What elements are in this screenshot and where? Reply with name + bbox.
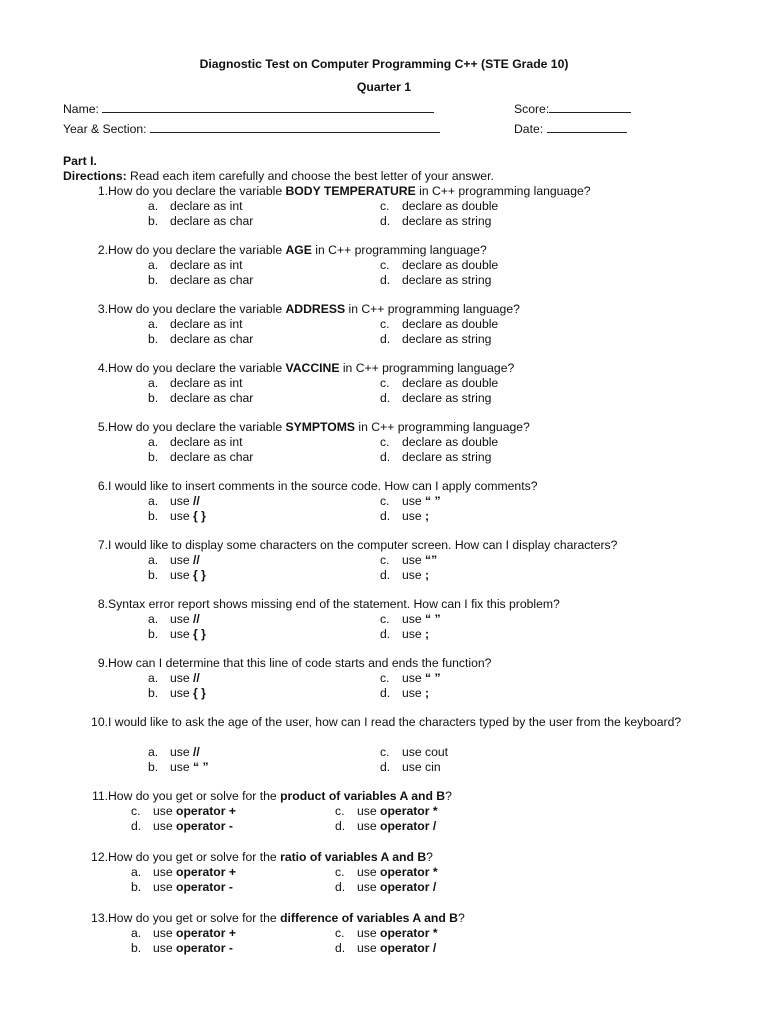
quarter-label: Quarter 1 bbox=[356, 80, 412, 94]
question-text-plain: I would like to ask the age of the user, how can I read the characters typed by the user from the keyboard? bbox=[108, 715, 682, 729]
question-number: 9. bbox=[97, 656, 108, 670]
option-text: use // bbox=[170, 671, 200, 685]
question-text-end: in C++ programming language? bbox=[311, 243, 487, 257]
answer-option[interactable] bbox=[380, 199, 498, 213]
option-symbol: “” bbox=[425, 553, 438, 567]
question-text bbox=[108, 538, 617, 552]
option-letter: b. bbox=[148, 332, 159, 346]
answer-option[interactable] bbox=[380, 435, 498, 449]
name-label: Name: bbox=[63, 102, 99, 116]
option-text: declare as char bbox=[170, 391, 254, 405]
option-text: use “ ” bbox=[402, 494, 441, 508]
question-text-end: in C++ programming language? bbox=[415, 184, 591, 198]
score-blank[interactable] bbox=[549, 101, 631, 113]
answer-option[interactable] bbox=[380, 686, 429, 700]
question-text bbox=[108, 361, 514, 375]
option-text: use { } bbox=[170, 568, 206, 582]
option-letter: b. bbox=[148, 450, 159, 464]
answer-option[interactable] bbox=[380, 317, 498, 331]
option-letter: a. bbox=[148, 553, 159, 567]
option-symbol: // bbox=[193, 612, 200, 626]
option-text: use cout bbox=[402, 745, 449, 759]
option-text: use operator / bbox=[357, 819, 437, 833]
option-text: use “ ” bbox=[170, 760, 209, 774]
answer-option[interactable] bbox=[380, 273, 491, 287]
question-text bbox=[108, 656, 491, 670]
option-text: use operator / bbox=[357, 880, 437, 894]
option-letter: c. bbox=[335, 926, 345, 940]
question-number: 8. bbox=[97, 597, 108, 611]
answer-option[interactable] bbox=[380, 612, 441, 626]
option-letter: c. bbox=[380, 199, 390, 213]
option-text: use “ ” bbox=[402, 671, 441, 685]
question-text-bold: BODY TEMPERATURE bbox=[285, 184, 416, 198]
option-letter: a. bbox=[148, 435, 159, 449]
answer-option[interactable] bbox=[335, 941, 436, 955]
question-text-plain: How do you get or solve for the bbox=[108, 850, 281, 864]
answer-option[interactable] bbox=[131, 819, 233, 833]
option-symbol: // bbox=[193, 553, 200, 567]
option-letter: c. bbox=[380, 671, 390, 685]
option-letter: b. bbox=[148, 509, 159, 523]
answer-option[interactable] bbox=[131, 880, 233, 894]
option-symbol: ; bbox=[425, 568, 430, 582]
question-number: 5. bbox=[97, 420, 108, 434]
question-text-plain: I would like to display some characters on the computer screen. How can I display characters? bbox=[108, 538, 618, 552]
option-text: use operator + bbox=[153, 865, 236, 879]
answer-option[interactable] bbox=[380, 214, 491, 228]
answer-option[interactable] bbox=[131, 926, 236, 940]
option-text: use // bbox=[170, 553, 200, 567]
option-text: use // bbox=[170, 494, 200, 508]
option-letter: d. bbox=[335, 880, 346, 894]
option-symbol: // bbox=[193, 745, 200, 759]
option-letter: b. bbox=[148, 760, 159, 774]
question-text-plain: Syntax error report shows missing end of the statement. How can I fix this problem? bbox=[108, 597, 560, 611]
answer-option[interactable] bbox=[148, 509, 206, 523]
question-text-bold: SYMPTOMS bbox=[285, 420, 356, 434]
question-text bbox=[108, 184, 591, 198]
option-text: declare as int bbox=[170, 199, 243, 213]
option-text: use ; bbox=[402, 627, 430, 641]
option-symbol: “ ” bbox=[425, 671, 441, 685]
option-letter: d. bbox=[380, 760, 391, 774]
answer-option[interactable] bbox=[380, 671, 441, 685]
answer-option[interactable] bbox=[380, 553, 437, 567]
answer-option[interactable] bbox=[335, 880, 436, 894]
question-text bbox=[108, 243, 487, 257]
question-text bbox=[108, 479, 537, 493]
option-letter: b. bbox=[131, 941, 142, 955]
question-text-bold: ratio of variables A and B bbox=[280, 850, 427, 864]
option-text: declare as int bbox=[170, 376, 243, 390]
answer-option[interactable] bbox=[148, 391, 253, 405]
question-number: 7. bbox=[97, 538, 108, 552]
answer-option[interactable] bbox=[148, 450, 253, 464]
option-text: declare as int bbox=[170, 258, 243, 272]
option-text: use “” bbox=[402, 553, 438, 567]
option-text: use operator + bbox=[153, 926, 236, 940]
question-number: 12. bbox=[91, 850, 108, 864]
option-text: declare as double bbox=[402, 317, 499, 331]
answer-option[interactable] bbox=[335, 819, 436, 833]
answer-option[interactable] bbox=[380, 258, 498, 272]
option-text: use operator - bbox=[153, 941, 233, 955]
date-label: Date: bbox=[514, 122, 544, 136]
option-symbol: operator + bbox=[176, 804, 236, 818]
question-text-plain: How can I determine that this line of code starts and ends the function? bbox=[108, 656, 492, 670]
option-text: use “ ” bbox=[402, 612, 441, 626]
option-letter: d. bbox=[380, 568, 391, 582]
option-letter: c. bbox=[380, 553, 390, 567]
option-symbol: operator / bbox=[380, 819, 437, 833]
question-number: 2. bbox=[97, 243, 108, 257]
option-letter: b. bbox=[131, 880, 142, 894]
option-text: declare as string bbox=[402, 450, 492, 464]
year-section-label: Year & Section: bbox=[63, 122, 147, 136]
option-symbol: “ ” bbox=[425, 612, 441, 626]
option-letter: b. bbox=[148, 273, 159, 287]
option-text: use operator * bbox=[357, 804, 438, 818]
question-text-bold: ADDRESS bbox=[285, 302, 346, 316]
option-symbol: ; bbox=[425, 509, 430, 523]
option-text: use ; bbox=[402, 686, 430, 700]
option-letter: a. bbox=[148, 376, 159, 390]
answer-option[interactable] bbox=[131, 804, 236, 818]
option-letter: d. bbox=[380, 391, 391, 405]
option-text: declare as char bbox=[170, 332, 254, 346]
question-text-plain: How do you declare the variable bbox=[108, 184, 286, 198]
question-number: 1. bbox=[97, 184, 108, 198]
answer-option[interactable] bbox=[148, 435, 243, 449]
document-title: Diagnostic Test on Computer Programming C++ (STE Grade 10) bbox=[199, 57, 569, 71]
answer-option[interactable] bbox=[148, 760, 209, 774]
question-text-bold: AGE bbox=[285, 243, 312, 257]
option-letter: a. bbox=[148, 317, 159, 331]
option-symbol: { } bbox=[193, 686, 206, 700]
year-section-blank[interactable] bbox=[150, 121, 440, 133]
option-letter: c. bbox=[335, 804, 345, 818]
option-symbol: ; bbox=[425, 686, 430, 700]
answer-option[interactable] bbox=[380, 494, 441, 508]
question-text-plain: How do you declare the variable bbox=[108, 243, 286, 257]
directions-label: Directions: bbox=[63, 169, 127, 183]
option-text: use operator * bbox=[357, 865, 438, 879]
option-text: use ; bbox=[402, 509, 430, 523]
option-letter: a. bbox=[131, 926, 142, 940]
option-letter: c. bbox=[380, 435, 390, 449]
question-number: 13. bbox=[91, 911, 108, 925]
option-text: use operator - bbox=[153, 819, 233, 833]
option-letter: c. bbox=[380, 612, 390, 626]
question-text-plain: How do you declare the variable bbox=[108, 302, 286, 316]
option-letter: a. bbox=[148, 671, 159, 685]
score-field[interactable] bbox=[514, 101, 631, 116]
option-text: use { } bbox=[170, 686, 206, 700]
question-text-plain: How do you declare the variable bbox=[108, 420, 286, 434]
option-symbol: { } bbox=[193, 568, 206, 582]
question-text-plain: How do you declare the variable bbox=[108, 361, 286, 375]
option-symbol: // bbox=[193, 494, 200, 508]
answer-option[interactable] bbox=[148, 671, 200, 685]
answer-option[interactable] bbox=[148, 376, 243, 390]
option-letter: b. bbox=[148, 214, 159, 228]
option-text: use operator + bbox=[153, 804, 236, 818]
option-symbol: “ ” bbox=[425, 494, 441, 508]
option-symbol: ; bbox=[425, 627, 430, 641]
question-text bbox=[108, 420, 530, 434]
option-text: declare as char bbox=[170, 214, 254, 228]
option-symbol: operator - bbox=[176, 819, 233, 833]
answer-option[interactable] bbox=[148, 745, 200, 759]
answer-option[interactable] bbox=[148, 214, 253, 228]
name-blank[interactable] bbox=[102, 101, 434, 113]
question-number: 4. bbox=[97, 361, 108, 375]
question-number: 6. bbox=[97, 479, 108, 493]
option-symbol: operator / bbox=[380, 880, 437, 894]
question-text-bold: product of variables A and B bbox=[280, 789, 446, 803]
directions bbox=[63, 169, 494, 183]
answer-option[interactable] bbox=[380, 627, 429, 641]
answer-option[interactable] bbox=[148, 494, 200, 508]
answer-option[interactable] bbox=[148, 317, 243, 331]
option-text: declare as double bbox=[402, 376, 499, 390]
option-letter: a. bbox=[131, 865, 142, 879]
answer-option[interactable] bbox=[380, 745, 448, 759]
option-symbol: “ ” bbox=[193, 760, 209, 774]
option-text: declare as double bbox=[402, 435, 499, 449]
answer-option[interactable] bbox=[131, 941, 233, 955]
answer-option[interactable] bbox=[148, 332, 253, 346]
option-text: use { } bbox=[170, 627, 206, 641]
option-letter: a. bbox=[148, 258, 159, 272]
option-text: use // bbox=[170, 612, 200, 626]
question-text bbox=[108, 789, 452, 803]
option-text: use ; bbox=[402, 568, 430, 582]
question-text-bold: difference of variables A and B bbox=[280, 911, 458, 925]
option-symbol: operator * bbox=[380, 926, 438, 940]
option-text: use operator / bbox=[357, 941, 437, 955]
option-letter: c. bbox=[380, 317, 390, 331]
option-text: declare as double bbox=[402, 258, 499, 272]
question-text-end: ? bbox=[445, 789, 452, 803]
date-field[interactable] bbox=[514, 121, 627, 136]
answer-option[interactable] bbox=[148, 568, 206, 582]
answer-option[interactable] bbox=[380, 391, 491, 405]
answer-option[interactable] bbox=[148, 612, 200, 626]
question-text-end: in C++ programming language? bbox=[345, 302, 520, 316]
option-letter: c. bbox=[131, 804, 141, 818]
option-letter: c. bbox=[380, 376, 390, 390]
option-text: declare as string bbox=[402, 391, 492, 405]
answer-option[interactable] bbox=[148, 199, 243, 213]
option-text: declare as double bbox=[402, 199, 499, 213]
option-symbol: operator - bbox=[176, 880, 233, 894]
answer-option[interactable] bbox=[148, 686, 206, 700]
year-section-field[interactable] bbox=[63, 121, 440, 136]
question-text bbox=[108, 597, 560, 611]
option-text: declare as char bbox=[170, 450, 254, 464]
question-number: 3. bbox=[97, 302, 108, 316]
option-letter: a. bbox=[148, 494, 159, 508]
answer-option[interactable] bbox=[380, 450, 491, 464]
option-letter: b. bbox=[148, 391, 159, 405]
option-text: declare as char bbox=[170, 273, 254, 287]
option-symbol: // bbox=[193, 671, 200, 685]
option-symbol: { } bbox=[193, 627, 206, 641]
option-letter: d. bbox=[380, 273, 391, 287]
option-letter: a. bbox=[148, 199, 159, 213]
option-symbol: operator * bbox=[380, 804, 438, 818]
answer-option[interactable] bbox=[131, 865, 236, 879]
question-text bbox=[108, 850, 433, 864]
option-symbol: { } bbox=[193, 509, 206, 523]
option-letter: d. bbox=[380, 686, 391, 700]
answer-option[interactable] bbox=[148, 258, 243, 272]
option-letter: d. bbox=[380, 214, 391, 228]
option-letter: b. bbox=[148, 627, 159, 641]
option-letter: c. bbox=[380, 494, 390, 508]
question-text-end: ? bbox=[426, 850, 433, 864]
question-text bbox=[108, 302, 520, 316]
option-letter: c. bbox=[335, 865, 345, 879]
option-text: use cin bbox=[402, 760, 441, 774]
answer-option[interactable] bbox=[380, 568, 429, 582]
option-letter: d. bbox=[380, 627, 391, 641]
option-letter: b. bbox=[148, 568, 159, 582]
option-letter: a. bbox=[148, 745, 159, 759]
option-letter: d. bbox=[335, 941, 346, 955]
option-text: declare as int bbox=[170, 317, 243, 331]
answer-option[interactable] bbox=[380, 509, 429, 523]
question-text bbox=[108, 911, 465, 925]
question-text-plain: How do you get or solve for the bbox=[108, 911, 281, 925]
question-text-end: in C++ programming language? bbox=[355, 420, 530, 434]
option-text: use operator * bbox=[357, 926, 438, 940]
option-symbol: operator + bbox=[176, 926, 236, 940]
answer-option[interactable] bbox=[380, 332, 491, 346]
question-text-bold: VACCINE bbox=[285, 361, 340, 375]
option-symbol: operator / bbox=[380, 941, 437, 955]
question-text-plain: I would like to insert comments in the source code. How can I apply comments? bbox=[108, 479, 538, 493]
option-letter: d. bbox=[335, 819, 346, 833]
option-text: use { } bbox=[170, 509, 206, 523]
option-text: declare as string bbox=[402, 214, 492, 228]
answer-option[interactable] bbox=[335, 865, 438, 879]
answer-option[interactable] bbox=[335, 804, 438, 818]
option-letter: d. bbox=[380, 509, 391, 523]
option-letter: d. bbox=[380, 450, 391, 464]
answer-option[interactable] bbox=[148, 273, 253, 287]
option-letter: b. bbox=[148, 686, 159, 700]
option-symbol: operator - bbox=[176, 941, 233, 955]
option-letter: c. bbox=[380, 258, 390, 272]
answer-option[interactable] bbox=[380, 376, 498, 390]
score-label: Score: bbox=[514, 102, 550, 116]
question-number: 11. bbox=[91, 789, 108, 803]
option-letter: a. bbox=[148, 612, 159, 626]
question-text-plain: How do you get or solve for the bbox=[108, 789, 281, 803]
option-text: declare as int bbox=[170, 435, 243, 449]
option-text: declare as string bbox=[402, 332, 492, 346]
name-field[interactable] bbox=[63, 101, 434, 116]
option-letter: d. bbox=[131, 819, 142, 833]
answer-option[interactable] bbox=[335, 926, 438, 940]
option-letter: c. bbox=[380, 745, 390, 759]
option-letter: d. bbox=[380, 332, 391, 346]
option-symbol: operator * bbox=[380, 865, 438, 879]
option-symbol: operator + bbox=[176, 865, 236, 879]
answer-option[interactable] bbox=[148, 553, 200, 567]
part-label: Part I. bbox=[63, 154, 97, 168]
directions-text: Read each item carefully and choose the best letter of your answer. bbox=[126, 169, 494, 183]
question-number: 10. bbox=[91, 715, 108, 729]
option-text: use operator - bbox=[153, 880, 233, 894]
option-text: declare as string bbox=[402, 273, 492, 287]
answer-option[interactable] bbox=[148, 627, 206, 641]
question-text-end: ? bbox=[457, 911, 465, 925]
question-text bbox=[108, 715, 704, 730]
question-text-end: in C++ programming language? bbox=[339, 361, 515, 375]
date-blank[interactable] bbox=[547, 121, 627, 133]
answer-option[interactable] bbox=[380, 760, 441, 774]
option-text: use // bbox=[170, 745, 200, 759]
